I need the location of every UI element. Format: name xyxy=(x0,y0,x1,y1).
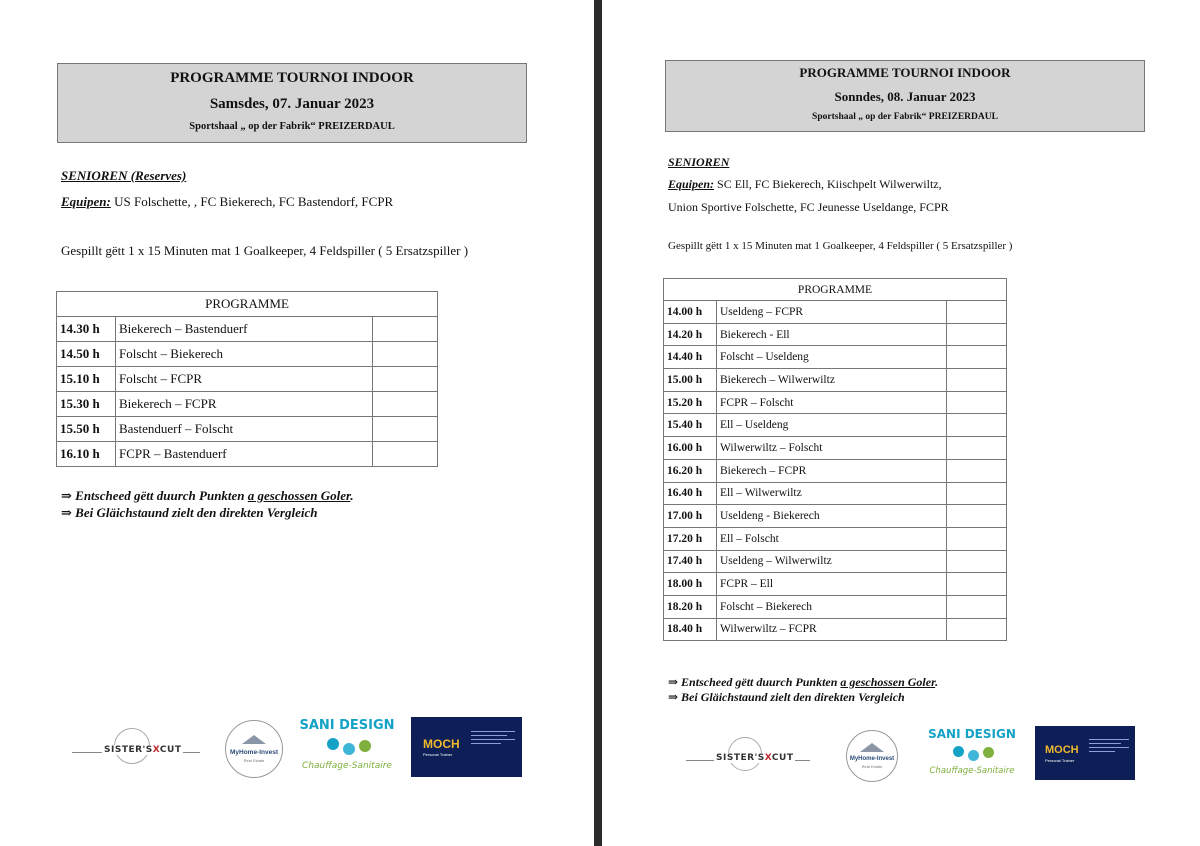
house-icon xyxy=(860,743,884,752)
header-date: Samsdes, 07. Januar 2023 xyxy=(209,96,375,112)
table-row xyxy=(57,342,438,367)
match-pairing: FCPR – Ell xyxy=(717,573,947,596)
sani-title: SANI DESIGN xyxy=(928,727,1016,741)
myhome-text: MyHome-Invest xyxy=(229,749,279,756)
table-row xyxy=(664,346,1007,369)
water-drop-icon xyxy=(953,746,964,757)
table-row xyxy=(664,573,1007,596)
match-pairing: Biekerech – Wilwerwiltz xyxy=(717,369,947,392)
note-points-underlined: a geschossen Goler xyxy=(247,488,351,503)
match-time: 16.20 h xyxy=(664,459,717,482)
match-pairing: Biekerech – FCPR xyxy=(717,459,947,482)
table-row xyxy=(664,482,1007,505)
table-row xyxy=(664,391,1007,414)
sisters-word: SISTER xyxy=(716,753,755,763)
table-row xyxy=(664,437,1007,460)
match-result xyxy=(947,505,1007,528)
match-result xyxy=(947,618,1007,641)
match-pairing: Folscht – Biekerech xyxy=(717,595,947,618)
match-result xyxy=(947,369,1007,392)
table-row xyxy=(57,367,438,392)
match-result xyxy=(947,550,1007,573)
sani-icons xyxy=(925,742,1019,766)
sponsor-moch-logo xyxy=(411,717,522,777)
table-row xyxy=(57,417,438,442)
sponsor-sisters-cut-logo xyxy=(72,728,200,768)
match-time: 16.40 h xyxy=(664,482,717,505)
match-pairing: Useldeng – FCPR xyxy=(717,301,947,324)
table-row xyxy=(57,392,438,417)
schedule-table xyxy=(663,278,1007,641)
table-row xyxy=(664,323,1007,346)
table-row xyxy=(664,527,1007,550)
header-box xyxy=(57,63,527,143)
note-tiebreak: ⇒ Bei Gläichstaund zielt den direkten Vergleich xyxy=(668,690,905,704)
header-date: Sonndes, 08. Januar 2023 xyxy=(834,89,976,104)
header-title: PROGRAMME TOURNOI INDOOR xyxy=(170,70,414,86)
myhome-sub: Real Estate xyxy=(243,758,265,763)
match-result xyxy=(947,346,1007,369)
category-title: SENIOREN (Reserves) xyxy=(61,168,187,183)
match-time: 15.50 h xyxy=(57,417,116,442)
match-result xyxy=(373,442,438,467)
match-pairing: Biekerech - Ell xyxy=(717,323,947,346)
match-time: 17.20 h xyxy=(664,527,717,550)
table-row xyxy=(664,550,1007,573)
match-pairing: Useldeng – Wilwerwiltz xyxy=(717,550,947,573)
myhome-sub: Real Estate xyxy=(861,764,883,769)
match-time: 14.40 h xyxy=(664,346,717,369)
sisters-text xyxy=(102,745,183,755)
mch-text-lines xyxy=(471,731,515,744)
teams-line xyxy=(668,177,942,192)
teams-label: Equipen: xyxy=(668,177,715,191)
sisters-text xyxy=(714,753,795,763)
match-result xyxy=(947,595,1007,618)
match-pairing: Ell – Wilwerwiltz xyxy=(717,482,947,505)
note-points xyxy=(668,675,938,690)
header-venue: Sportshaal „ op der Fabrik“ PREIZERDAUL xyxy=(812,112,998,122)
match-pairing: Wilwerwiltz – Folscht xyxy=(717,437,947,460)
table-row xyxy=(664,505,1007,528)
match-time: 15.30 h xyxy=(57,392,116,417)
match-time: 14.20 h xyxy=(664,323,717,346)
header-title: PROGRAMME TOURNOI INDOOR xyxy=(799,65,1011,80)
rules-text: Gespillt gëtt 1 x 15 Minuten mat 1 Goalkeeper, 4 Feldspiller ( 5 Ersatzspiller ) xyxy=(668,240,1013,252)
page-saturday xyxy=(0,0,594,846)
match-time: 16.00 h xyxy=(664,437,717,460)
teams-line-2: Union Sportive Folschette, FC Jeunesse Useldange, FCPR xyxy=(668,200,949,214)
sisters-s: 'S xyxy=(754,753,765,763)
sisters-s: 'S xyxy=(142,745,153,755)
match-time: 15.00 h xyxy=(664,369,717,392)
match-time: 14.50 h xyxy=(57,342,116,367)
match-pairing: Folscht – Useldeng xyxy=(717,346,947,369)
match-time: 14.00 h xyxy=(664,301,717,324)
match-time: 15.20 h xyxy=(664,391,717,414)
match-result xyxy=(947,573,1007,596)
match-result xyxy=(947,323,1007,346)
match-pairing: Ell – Folscht xyxy=(717,527,947,550)
note-points-end: . xyxy=(350,488,354,503)
match-time: 17.00 h xyxy=(664,505,717,528)
match-result xyxy=(373,392,438,417)
sponsor-myhome-invest-logo xyxy=(225,720,283,778)
teams-text: US Folschette, , FC Biekerech, FC Bastendorf, FCPR xyxy=(114,194,394,209)
match-pairing: Ell – Useldeng xyxy=(717,414,947,437)
match-pairing: Wilwerwiltz – FCPR xyxy=(717,618,947,641)
match-result xyxy=(947,459,1007,482)
sani-title: SANI DESIGN xyxy=(299,718,395,733)
mch-text-lines xyxy=(1089,739,1129,752)
match-pairing: FCPR – Folscht xyxy=(717,391,947,414)
match-time: 18.20 h xyxy=(664,595,717,618)
sisters-cut: CUT xyxy=(771,753,794,763)
match-time: 16.10 h xyxy=(57,442,116,467)
teams-text: SC Ell, FC Biekerech, Kiischpelt Wilwerwiltz, xyxy=(717,177,942,191)
mch-sub: Personal Trainer xyxy=(423,752,453,757)
scissors-icon: X xyxy=(152,745,160,755)
table-row xyxy=(57,442,438,467)
match-time: 18.00 h xyxy=(664,573,717,596)
match-pairing: Biekerech – FCPR xyxy=(116,392,373,417)
schedule-table xyxy=(56,291,438,467)
rules-text: Gespillt gëtt 1 x 15 Minuten mat 1 Goalkeeper, 4 Feldspiller ( 5 Ersatzspiller ) xyxy=(61,243,469,258)
match-pairing: Folscht – FCPR xyxy=(116,367,373,392)
note-points xyxy=(61,488,354,504)
mch-title: MOCH xyxy=(423,737,460,751)
sani-icons xyxy=(297,734,397,760)
note-points-text: ⇒ Entscheed gëtt duurch Punkten xyxy=(668,675,841,689)
flame-icon xyxy=(968,750,979,761)
sisters-cut: CUT xyxy=(159,745,182,755)
match-time: 18.40 h xyxy=(664,618,717,641)
flame-icon xyxy=(343,743,355,755)
table-row xyxy=(664,595,1007,618)
match-pairing: Biekerech – Bastenduerf xyxy=(116,317,373,342)
sani-sub: Chauffage-Sanitaire xyxy=(929,766,1015,776)
note-points-underlined: a geschossen Goler xyxy=(840,675,936,689)
match-result xyxy=(373,342,438,367)
match-pairing: Folscht – Biekerech xyxy=(116,342,373,367)
note-tiebreak: ⇒ Bei Gläichstaund zielt den direkten Vergleich xyxy=(61,505,318,520)
header-box xyxy=(665,60,1145,132)
match-result xyxy=(373,367,438,392)
match-time: 15.10 h xyxy=(57,367,116,392)
note-points-end: . xyxy=(935,675,939,689)
teams-label: Equipen: xyxy=(61,194,111,209)
match-pairing: Bastenduerf – Folscht xyxy=(116,417,373,442)
match-result xyxy=(947,437,1007,460)
match-time: 14.30 h xyxy=(57,317,116,342)
leaf-icon xyxy=(359,740,371,752)
match-result xyxy=(373,317,438,342)
sponsor-myhome-invest-logo xyxy=(846,730,898,782)
match-pairing: FCPR – Bastenduerf xyxy=(116,442,373,467)
water-drop-icon xyxy=(327,738,339,750)
sponsor-sisters-cut-logo xyxy=(686,737,810,777)
sisters-word: SISTER xyxy=(104,745,143,755)
match-pairing: Useldeng - Biekerech xyxy=(717,505,947,528)
table-header: PROGRAMME xyxy=(57,292,438,317)
table-row xyxy=(664,459,1007,482)
category-title: SENIOREN xyxy=(668,155,730,169)
house-icon xyxy=(242,735,266,744)
sponsor-moch-logo xyxy=(1035,726,1135,780)
leaf-icon xyxy=(983,747,994,758)
table-row xyxy=(664,369,1007,392)
page-divider xyxy=(594,0,602,846)
mch-title: MOCH xyxy=(1045,744,1079,756)
table-header: PROGRAMME xyxy=(664,279,1007,301)
scissors-icon: X xyxy=(764,753,772,763)
match-time: 17.40 h xyxy=(664,550,717,573)
match-result xyxy=(947,414,1007,437)
teams-line xyxy=(61,194,393,210)
mch-sub: Personal Trainer xyxy=(1045,758,1075,763)
header-venue: Sportshaal „ op der Fabrik“ PREIZERDAUL xyxy=(189,121,395,132)
myhome-text: MyHome-Invest xyxy=(849,756,895,762)
note-points-text: ⇒ Entscheed gëtt duurch Punkten xyxy=(61,488,248,503)
sponsor-sani-design-logo xyxy=(925,727,1019,785)
match-result xyxy=(947,482,1007,505)
match-result xyxy=(947,301,1007,324)
page-sunday xyxy=(602,0,1200,846)
match-result xyxy=(947,527,1007,550)
table-row xyxy=(664,618,1007,641)
match-result xyxy=(373,417,438,442)
table-row xyxy=(664,301,1007,324)
sponsor-sani-design-logo xyxy=(297,718,397,780)
match-result xyxy=(947,391,1007,414)
table-row xyxy=(664,414,1007,437)
table-row xyxy=(57,317,438,342)
match-time: 15.40 h xyxy=(664,414,717,437)
sani-sub: Chauffage-Sanitaire xyxy=(302,761,392,771)
